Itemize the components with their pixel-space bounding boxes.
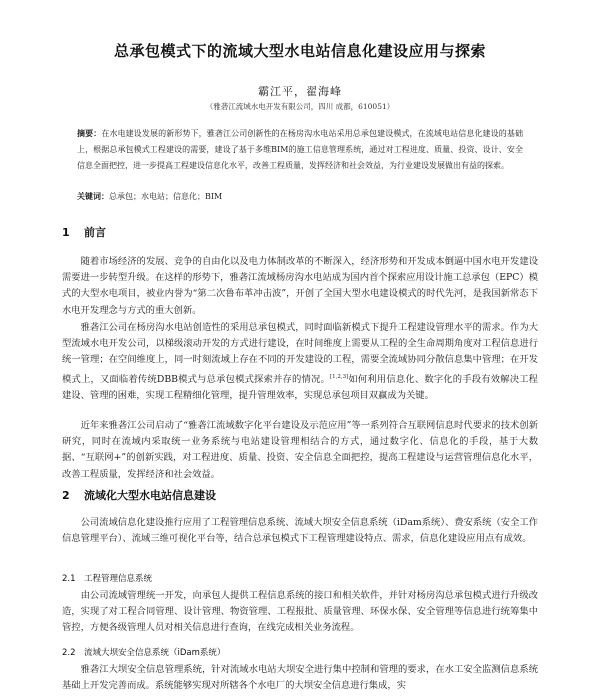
section-title: 流域化大型水电站信息建设 xyxy=(84,489,216,502)
section-title: 流域大坝安全信息系统（iDam系统） xyxy=(84,648,226,658)
keywords xyxy=(77,189,523,205)
abstract-text: 在水电建设发展的新形势下，雅砻江公司创新性的在杨房沟水电站采用总承包建设模式，在流域电站信息化建设的基础上，根据总承包模式工程建设的需要，建设了基于多维BIM的施工信息管理系统，通过对工程进度、质量、投资、设计、安全信息全面把控，进一步提高工程建设信息化水平，改善工程质量，发挥经济和社会效益，为行业建设发展做出有益的探索。 xyxy=(77,129,524,170)
subsection-heading-2-1 xyxy=(62,572,152,584)
section-number: 2 xyxy=(62,489,70,502)
paragraph: 由公司流域管理统一开发，向承包人提供工程信息系统的接口和相关软件，并针对杨房沟总承包模式进行升级改造，实现了对工程合同管理、设计管理、物资管理、工程报批、质量管理、环保水保、安全管理等信息进行统筹集中管控，方便各级管理人员对相关信息进行查询，在线完成相关业务流程。 xyxy=(62,590,538,634)
paragraph xyxy=(62,320,538,404)
section-heading-intro xyxy=(62,224,106,240)
paragraph: 随着市场经济的发展、竞争的自由化以及电力体制改革的不断深入，经济形势和开发成本倒逼中国水电开发建设需要进一步转型升级。在这样的形势下，雅砻江流域杨房沟水电站成为国内首个探索应用设计施工总承包（EPC）模式的大型水电项目，被业内誉为“第二次鲁布革冲击波”，开创了全国大型水电建设模式的时代先河，是我国新常态下水电开发理念与方式的重大创新。 xyxy=(62,256,538,316)
section-title: 工程管理信息系统 xyxy=(84,574,153,584)
citation: [1,2,3] xyxy=(329,373,349,380)
subsection-heading-2-2 xyxy=(62,646,225,658)
paragraph-text: 如何利用信息化、数字化的手段有效解决工程建设、管理的困难，实现工程精细化管理，提升管理效率，实现总承包项目双赢成为关键。 xyxy=(62,373,538,401)
section-number: 2.2 xyxy=(62,648,76,658)
abstract xyxy=(77,126,523,174)
abstract-label: 摘要： xyxy=(77,129,102,138)
section-title: 前言 xyxy=(84,226,106,239)
paragraph-text: 雅砻江公司在杨房沟水电站创造性的采用总承包模式，同时面临新模式下提升工程建设管理水平的需求。作为大型流域水电开发公司，以梯级滚动开发的方式进行建设，在时间维度上需要从工程的全生命周期角度对工程信息进行统一管理；在空间维度上，同一时刻流域上存在不同的开发建设的工程，需要全流域协同分散信息集中管理；在开发模式上，又面临着传统DBB模式与总承包模式探索并存的情况。 xyxy=(62,322,538,385)
keywords-text: 总承包；水电站；信息化；BIM xyxy=(109,192,223,201)
section-number: 2.1 xyxy=(62,574,76,584)
paragraph: 近年来雅砻江公司启动了“雅砻江流域数字化平台建设及示范应用”等一系列符合互联网信息时代要求的技术创新研究，同时在流域内采取统一业务系统与电站建设管理相结合的方式，通过数字化、信息化的手段，基于大数据、“互联网+”的创新实践，对工程进度、质量、投资、安全信息全面把控，提高工程建设与运营管理信息化水平，改善工程质量，发挥经济和社会效益。 xyxy=(62,420,538,480)
authors: 霸江平，翟海峰 xyxy=(258,85,342,98)
section-heading-2 xyxy=(62,487,216,503)
section-number: 1 xyxy=(62,226,70,239)
paper-title: 总承包模式下的流域大型水电站信息化建设应用与探索 xyxy=(113,42,486,60)
keywords-label: 关键词： xyxy=(77,192,109,201)
paragraph: 雅砻江大坝安全信息管理系统，针对流域水电站大坝安全进行集中控制和管理的要求，在水工安全监测信息系统基础上开发完善而成。系统能够实现对所辖各个水电厂的大坝安全信息进行集成，实 xyxy=(62,664,538,692)
affiliation: （雅砻江流域水电开发有限公司，四川 成都，610051） xyxy=(205,102,395,111)
paragraph: 公司流域信息化建设推行应用了工程管理信息系统、流域大坝安全信息系统（iDam系统）、费安系统（安全工作信息管理平台）、流域三维可视化平台等，结合总承包模式下工程管理建设特点、需求，信息化建设应用点有成效。 xyxy=(62,517,538,545)
